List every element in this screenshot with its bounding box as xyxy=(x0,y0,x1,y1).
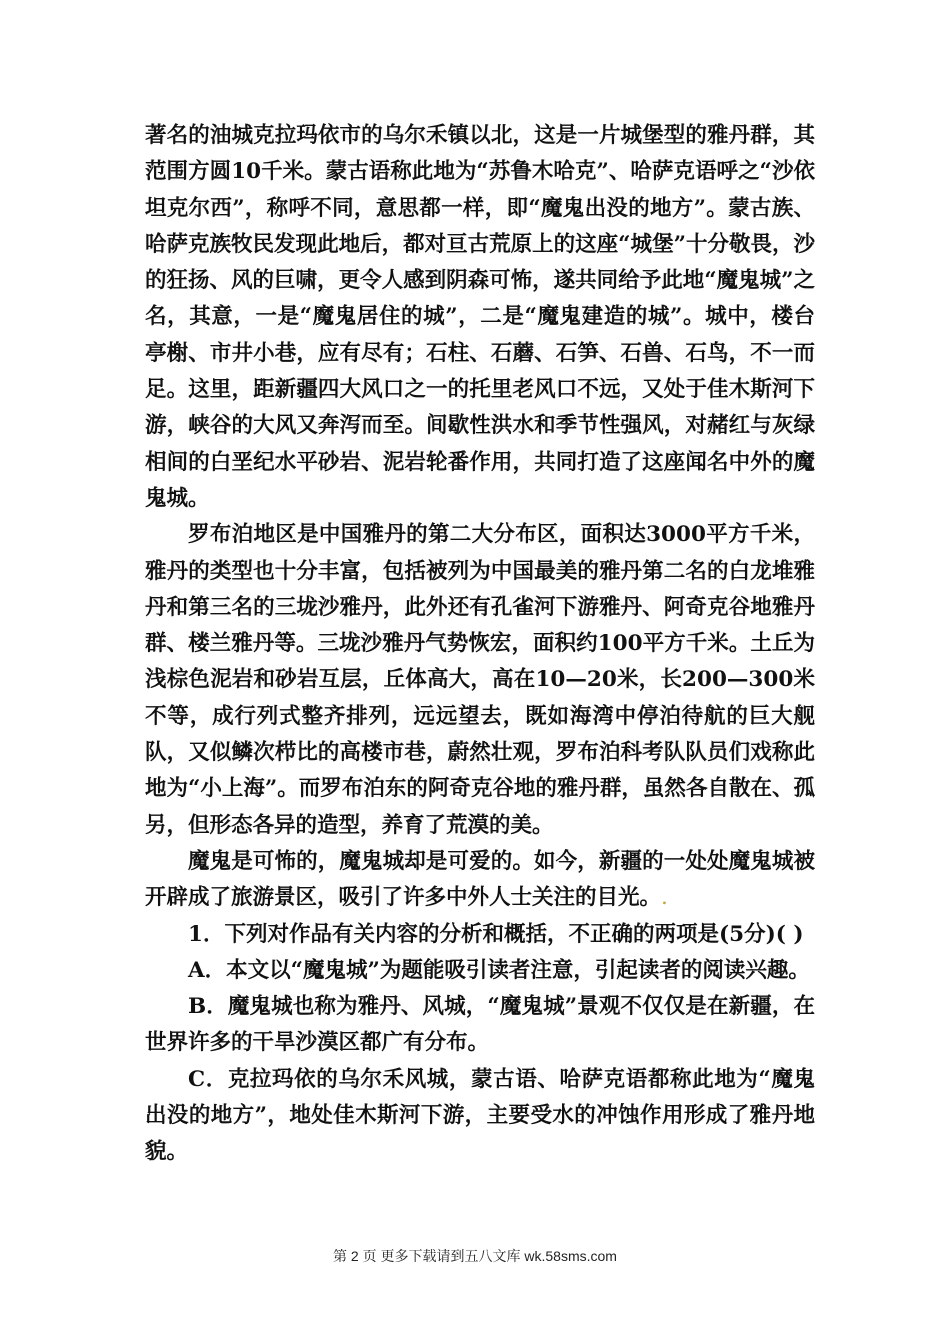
option-b: B．魔鬼城也称为雅丹、风城，“魔鬼城”景观不仅仅是在新疆，在世界许多的干旱沙漠区都广有分布。 xyxy=(145,994,815,1056)
article-body xyxy=(145,118,815,1171)
paragraph-2: 罗布泊地区是中国雅丹的第二大分布区，面积达3000平方千米，雅丹的类型也十分丰富，包括被列为中国最美的雅丹第二名的白龙堆雅丹和第三名的三垅沙雅丹，此外还有孔雀河下游雅丹、阿奇克谷地雅丹群、楼兰雅丹等。三垅沙雅丹气势恢宏，面积约100平方千米。土丘为浅棕色泥岩和砂岩互层，丘体高大，高在10—20米，长200—300米不等，成行列式整齐排列，远远望去，既如海湾中停泊待航的巨大舰队，又似鳞次栉比的高楼市巷，蔚然壮观，罗布泊科考队队员们戏称此地为“小上海”。而罗布泊东的阿奇克谷地的雅丹群，虽然各自散在、孤另，但形态各异的造型，养育了荒漠的美。 xyxy=(145,522,815,838)
paragraph-3-text: 魔鬼是可怖的，魔鬼城却是可爱的。如今，新疆的一处处魔鬼城被开辟成了旅游景区，吸引了许多中外人士关注的目光。 xyxy=(145,848,815,911)
paragraph-1: 著名的油城克拉玛依市的乌尔禾镇以北，这是一片城堡型的雅丹群，其范围方圆10千米。蒙古语称此地为“苏鲁木哈克”、哈萨克语呼之“沙依坦克尔西”，称呼不同，意思都一样，即“魔鬼出没的地方”。蒙古族、哈萨克族牧民发现此地后，都对亘古荒原上的这座“城堡”十分敬畏，沙的狂扬、风的巨啸，更令人感到阴森可怖，遂共同给予此地“魔鬼城”之名，其意，一是“魔鬼居住的城”，二是“魔鬼建造的城”。城中，楼台亭榭、市井小巷，应有尽有；石柱、石蘑、石笋、石兽、石鸟，不一而足。这里，距新疆四大风口之一的托里老风口不远，又处于佳木斯河下游，峡谷的大风又奔泻而至。间歇性洪水和季节性强风，对赭红与灰绿相间的白垩纪水平砂岩、泥岩轮番作用，共同打造了这座闻名中外的魔鬼城。 xyxy=(145,123,815,511)
question-stem: 1．下列对作品有关内容的分析和概括，不正确的两项是(5分)( ) xyxy=(188,921,804,947)
trailing-mark: . xyxy=(661,885,668,911)
page-footer: 第 2 页 更多下载请到五八文库 wk.58sms.com xyxy=(333,1248,617,1264)
paragraph-3 xyxy=(145,844,815,917)
option-a: A．本文以“魔鬼城”为题能吸引读者注意，引起读者的阅读兴趣。 xyxy=(188,957,810,983)
option-c: C．克拉玛依的乌尔禾风城，蒙古语、哈萨克语都称此地为“魔鬼出没的地方”，地处佳木斯河下游，主要受水的冲蚀作用形成了雅丹地貌。 xyxy=(145,1066,815,1165)
